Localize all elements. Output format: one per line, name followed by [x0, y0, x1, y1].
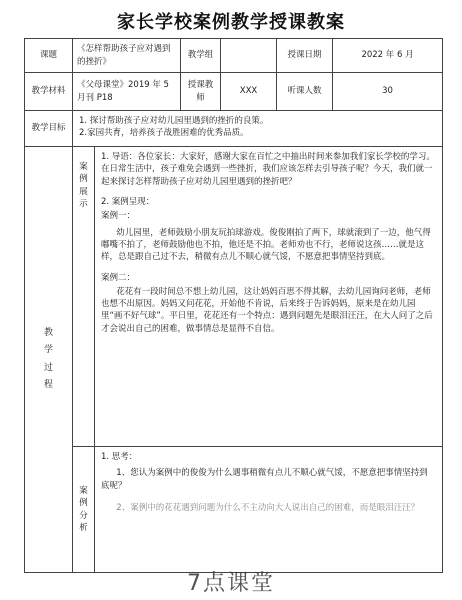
date-label: 授课日期 — [277, 39, 333, 73]
case-display-label: 案例展示 — [73, 147, 95, 447]
question-2: 2、案例中的花花遇到问题为什么不主动向大人说出自己的困难，而是眼泪汪汪？ — [116, 502, 420, 513]
material-label: 教学材料 — [25, 73, 73, 111]
process-label-char: 学 — [43, 345, 53, 356]
process-label-char: 过 — [43, 362, 53, 373]
teacher-label: 授课教师 — [181, 73, 221, 111]
row-case-display — [25, 147, 443, 447]
date-value: 2022 年 6 月 — [333, 39, 443, 73]
lesson-plan-table — [24, 38, 443, 573]
case2-text: 花花有一段时间总不想上幼儿园，这让妈妈百思不得其解，去幼儿园询问老师，老师也想不出原因。妈妈又问花花，开始他不肯说，后来终于告诉妈妈，原来是在幼儿园里“画不好气球”。平日里，花花还有一个特点：遇到问题先是眼泪汪汪，在大人问了之后才会说出自己的困难，做事情总是显得不自信。 — [101, 286, 433, 334]
audience-label: 听课人数 — [277, 73, 333, 111]
goal-item-2: 2.家园共育，培养孩子战胜困难的优秀品质。 — [79, 128, 249, 139]
case-analysis-content — [95, 447, 443, 573]
row-case-analysis — [25, 447, 443, 573]
goals-label: 教学目标 — [25, 111, 73, 147]
case1-text: 幼儿园里，老师鼓励小朋友玩拍球游戏。俊俊刚拍了两下，球就滚到了一边，他气得嘟嘴不拍了，老师鼓励他也不拍，他还是不拍。老师劝也不行，老师说这孩……就是这样，总是跟自己过不去，稍微有点儿不顺心就气馁，不愿意把事情坚持到底。 — [101, 227, 431, 263]
school-value — [221, 39, 277, 73]
think-heading: 1. 思考： — [101, 452, 138, 462]
process-label-char: 教 — [43, 328, 53, 339]
audience-value: 30 — [333, 73, 443, 111]
case2-title: 案例二： — [101, 272, 136, 283]
case-display-content — [95, 147, 443, 447]
topic-value: 《怎样帮助孩子应对遇到的挫折》 — [73, 39, 181, 73]
process-label — [25, 147, 73, 573]
goals-content — [73, 111, 443, 147]
row-goals — [25, 111, 443, 147]
case-analysis-label: 案例分析 — [73, 447, 95, 573]
goal-item-1: 1. 探讨帮助孩子应对幼儿园里遇到的挫折的良策。 — [79, 116, 269, 126]
material-value: 《父母课堂》2019 年 5 月刊 P18 — [73, 73, 181, 111]
school-label: 教学组 — [181, 39, 221, 73]
topic-label: 课题 — [25, 39, 73, 73]
intro-text: 1. 导语：各位家长：大家好，感谢大家在百忙之中抽出时间来参加我们家长学校的学习。在日常生活中，孩子难免会遇到一些挫折，我们应该怎样去引导孩子呢？今天，我们就一起来探讨怎样帮助孩子应对幼儿园里遇到的挫折吧？ — [101, 152, 435, 187]
case-heading: 2. 案例呈现： — [101, 196, 155, 207]
page-title: 家长学校案例教学授课教案 — [117, 12, 345, 33]
question-1: 1、您认为案例中的俊俊为什么遇事稍微有点儿不顺心就气馁，不愿意把事情坚持到底呢？ — [101, 468, 428, 491]
row-topic — [25, 39, 443, 73]
watermark-text: 7点课堂 — [187, 571, 275, 596]
teacher-value: XXX — [221, 73, 277, 111]
row-material — [25, 73, 443, 111]
case1-title: 案例一： — [101, 211, 136, 222]
process-label-char: 程 — [43, 379, 53, 390]
